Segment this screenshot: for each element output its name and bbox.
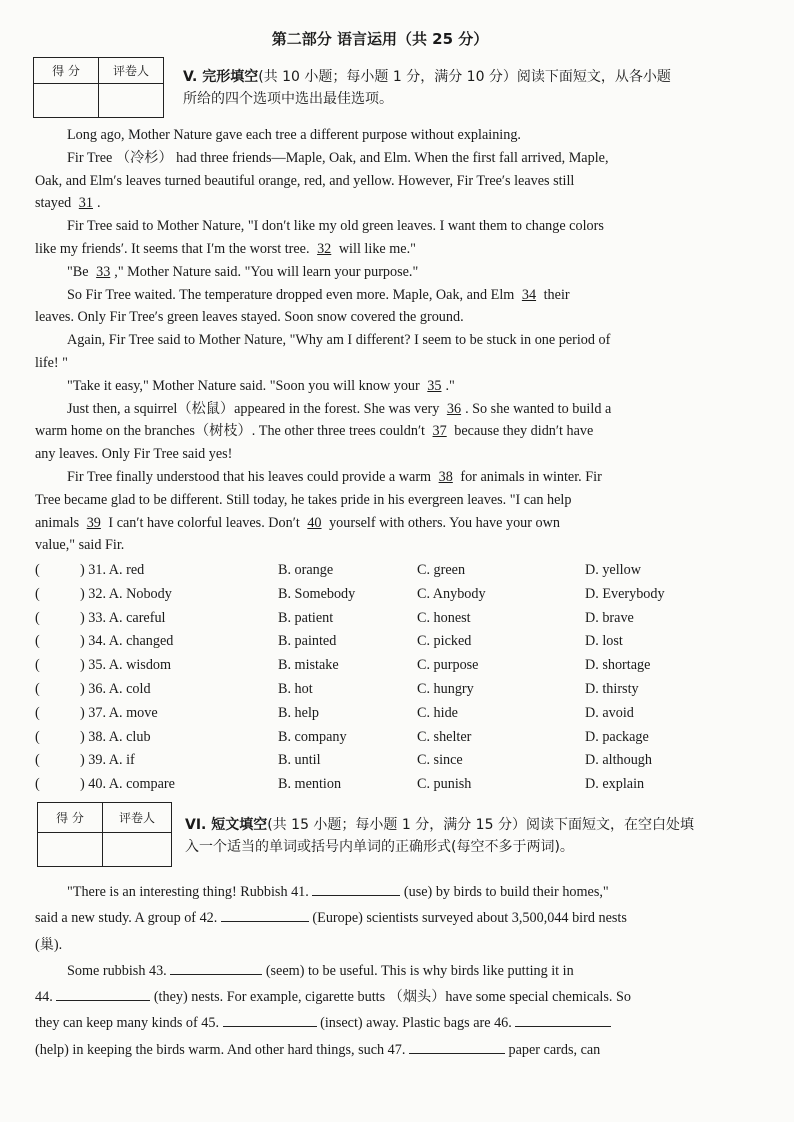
text: any leaves. Only Fir Tree said yes!: [35, 446, 233, 463]
grader-label: 评卷人: [99, 58, 164, 84]
text: for animals in winter. Fir: [460, 468, 602, 485]
answer-paren[interactable]: (: [35, 657, 40, 674]
option-a[interactable]: ) 40. A. compare: [80, 776, 175, 793]
option-d[interactable]: D. Everybody: [585, 585, 665, 602]
score-box: [33, 57, 164, 118]
text: leaves. Only Fir Tree′s green leaves stayed. Soon snow covered the ground.: [35, 309, 464, 326]
grader-cell[interactable]: [103, 833, 172, 867]
option-row: [35, 681, 755, 705]
text: (help) in keeping the birds warm. And other hard things, such 47.: [35, 1041, 406, 1058]
text: life! ": [35, 354, 68, 371]
option-a[interactable]: ) 39. A. if: [80, 752, 135, 769]
option-b[interactable]: B. until: [278, 752, 321, 769]
blank-38[interactable]: 38: [438, 468, 453, 485]
option-d[interactable]: D. thirsty: [585, 681, 639, 697]
fill-passage: [35, 879, 750, 1063]
option-b[interactable]: B. help: [278, 704, 319, 721]
option-row: [35, 610, 755, 634]
option-a[interactable]: ) 31. A. red: [80, 562, 145, 578]
section6-title: VI. 短文填空: [185, 817, 268, 833]
option-b[interactable]: B. hot: [278, 681, 313, 697]
text: (they) nests. For example, cigarette butts （烟头）have some special chemicals. So: [153, 989, 631, 1006]
option-b[interactable]: B. painted: [278, 633, 337, 650]
option-c[interactable]: C. hide: [417, 704, 458, 721]
text: .": [445, 377, 455, 394]
blank-33[interactable]: 33: [96, 263, 111, 280]
option-d[interactable]: D. explain: [585, 776, 645, 793]
text: (insect) away. Plastic bags are 46.: [320, 1015, 512, 1032]
option-a[interactable]: ) 37. A. move: [80, 704, 158, 721]
section6-heading: [185, 814, 760, 858]
text: Tree became glad to be different. Still today, he takes pride in his evergreen leaves. "I can help: [35, 491, 572, 508]
option-a[interactable]: ) 33. A. careful: [80, 609, 166, 626]
text: stayed: [35, 195, 72, 212]
answer-paren[interactable]: (: [35, 609, 40, 626]
text: (seem) to be useful. This is why birds like putting it in: [265, 962, 574, 979]
option-row: [35, 562, 755, 586]
option-c[interactable]: C. purpose: [417, 657, 479, 674]
answer-paren[interactable]: (: [35, 585, 40, 602]
option-b[interactable]: B. patient: [278, 609, 334, 626]
text: said a new study. A group of 42.: [35, 910, 218, 927]
blank-32[interactable]: 32: [317, 240, 332, 257]
blank-31[interactable]: 31: [78, 195, 93, 212]
text: I can′t have colorful leaves. Don′t: [108, 514, 300, 531]
blank-34[interactable]: 34: [521, 286, 537, 303]
answer-paren[interactable]: (: [35, 633, 40, 650]
section5-heading: [183, 66, 753, 110]
option-d[interactable]: D. avoid: [585, 704, 634, 721]
text: Just then, a squirrel（松鼠）appeared in the forest. She was very: [67, 400, 440, 417]
option-c[interactable]: C. hungry: [417, 681, 474, 697]
option-b[interactable]: B. mention: [278, 776, 342, 793]
option-c[interactable]: C. shelter: [417, 728, 472, 745]
answer-paren[interactable]: (: [35, 752, 40, 769]
option-c[interactable]: C. picked: [417, 633, 472, 650]
text: Fir Tree finally understood that his leaves could provide a warm: [67, 468, 432, 485]
option-row: [35, 776, 755, 800]
option-d[interactable]: D. lost: [585, 633, 623, 650]
option-b[interactable]: B. mistake: [278, 657, 339, 674]
text: warm home on the branches（树枝）. The other three trees couldn′t: [35, 423, 425, 440]
text: (巢).: [35, 936, 63, 953]
grader-label: 评卷人: [103, 803, 172, 833]
text: yourself with others. You have your own: [329, 514, 560, 531]
blank-42[interactable]: [221, 907, 309, 922]
option-a[interactable]: ) 34. A. changed: [80, 633, 174, 650]
score-cell[interactable]: [34, 84, 99, 118]
option-a[interactable]: ) 32. A. Nobody: [80, 585, 172, 602]
blank-40[interactable]: 40: [307, 514, 322, 531]
score-label: 得 分: [38, 803, 103, 833]
answer-paren[interactable]: (: [35, 728, 40, 745]
answer-paren[interactable]: (: [35, 704, 40, 721]
option-b[interactable]: B. orange: [278, 562, 334, 578]
score-cell[interactable]: [38, 833, 103, 867]
blank-36[interactable]: 36: [446, 400, 462, 417]
text: Some rubbish 43.: [67, 962, 167, 979]
blank-44[interactable]: [56, 986, 150, 1001]
option-row: [35, 633, 755, 657]
text: ," Mother Nature said. "You will learn your purpose.": [114, 263, 419, 280]
option-c[interactable]: C. since: [417, 752, 463, 769]
answer-paren[interactable]: (: [35, 681, 40, 697]
blank-47[interactable]: [409, 1039, 505, 1054]
section5-instruction: (共 10 小题；每小题 1 分，满分 10 分）阅读下面短文，从各小题: [258, 69, 671, 85]
text: they can keep many kinds of 45.: [35, 1015, 219, 1032]
blank-35[interactable]: 35: [427, 377, 442, 394]
text: (Europe) scientists surveyed about 3,500,044 bird nests: [312, 910, 627, 927]
blank-41[interactable]: [312, 881, 400, 896]
option-d[interactable]: D. brave: [585, 609, 634, 626]
para-2-line: Oak, and Elm′s leaves turned beautiful orange, red, and yellow. However, Fir Tree′s leaves still: [35, 172, 575, 189]
option-c[interactable]: C. honest: [417, 609, 471, 626]
option-a[interactable]: ) 38. A. club: [80, 728, 151, 745]
blank-46[interactable]: [515, 1012, 611, 1027]
option-c[interactable]: C. green: [417, 562, 466, 578]
text: . So she wanted to build a: [465, 400, 612, 417]
option-b[interactable]: B. Somebody: [278, 585, 356, 602]
text: paper cards, can: [508, 1041, 601, 1058]
cloze-passage: [35, 124, 750, 557]
blank-43[interactable]: [170, 960, 262, 975]
text: (use) by birds to build their homes,": [403, 884, 609, 900]
text: "Take it easy," Mother Nature said. "Soon you will know your: [67, 377, 420, 394]
para-1: Long ago, Mother Nature gave each tree a different purpose without explaining.: [67, 127, 521, 143]
option-c[interactable]: C. punish: [417, 776, 472, 793]
score-box: [37, 802, 172, 867]
text: "Be: [67, 263, 89, 280]
option-row: [35, 586, 755, 610]
option-c[interactable]: C. Anybody: [417, 585, 486, 602]
option-row: [35, 729, 755, 753]
text: "There is an interesting thing! Rubbish 41.: [67, 884, 309, 900]
text: their: [543, 286, 570, 303]
section6-instruction2: 入一个适当的单词或括号内单词的正确形式(每空不多于两词)。: [185, 839, 574, 855]
text: animals: [35, 514, 80, 531]
blank-37[interactable]: 37: [432, 423, 447, 440]
text: So Fir Tree waited. The temperature dropped even more. Maple, Oak, and Elm: [67, 286, 515, 303]
para-3-line: Fir Tree said to Mother Nature, "I don′t like my old green leaves. I want them to change colors: [67, 218, 604, 235]
blank-45[interactable]: [223, 1012, 317, 1027]
blank-39[interactable]: 39: [86, 514, 101, 531]
text: because they didn′t have: [454, 423, 594, 440]
page-title: 第二部分 语言运用（共 25 分）: [271, 30, 489, 48]
option-d[interactable]: D. although: [585, 752, 652, 769]
text: will like me.": [338, 240, 416, 257]
section5-title: V. 完形填空: [183, 69, 259, 85]
answer-paren[interactable]: (: [35, 776, 40, 793]
section6-instruction: (共 15 小题；每小题 1 分，满分 15 分）阅读下面短文，在空白处填: [267, 817, 694, 833]
section5-instruction2: 所给的四个选项中选出最佳选项。: [183, 91, 393, 107]
grader-cell[interactable]: [99, 84, 164, 118]
option-d[interactable]: D. yellow: [585, 562, 641, 578]
text: value," said Fir.: [35, 537, 125, 554]
text: Again, Fir Tree said to Mother Nature, "Why am I different? I seem to be stuck in one period of: [67, 332, 611, 349]
option-b[interactable]: B. company: [278, 728, 347, 745]
score-label: 得 分: [34, 58, 99, 84]
text: .: [96, 195, 101, 212]
para-2-line: Fir Tree （冷杉） had three friends—Maple, Oak, and Elm. When the first fall arrived, Maple,: [67, 149, 609, 166]
option-row: [35, 705, 755, 729]
option-d[interactable]: D. shortage: [585, 657, 651, 674]
text: like my friends′. It seems that I′m the worst tree.: [35, 240, 310, 257]
option-a[interactable]: ) 35. A. wisdom: [80, 657, 172, 674]
option-row: [35, 657, 755, 681]
text: 44.: [35, 989, 53, 1006]
answer-paren[interactable]: (: [35, 562, 40, 578]
option-d[interactable]: D. package: [585, 728, 649, 745]
option-a[interactable]: ) 36. A. cold: [80, 681, 151, 697]
option-row: [35, 752, 755, 776]
